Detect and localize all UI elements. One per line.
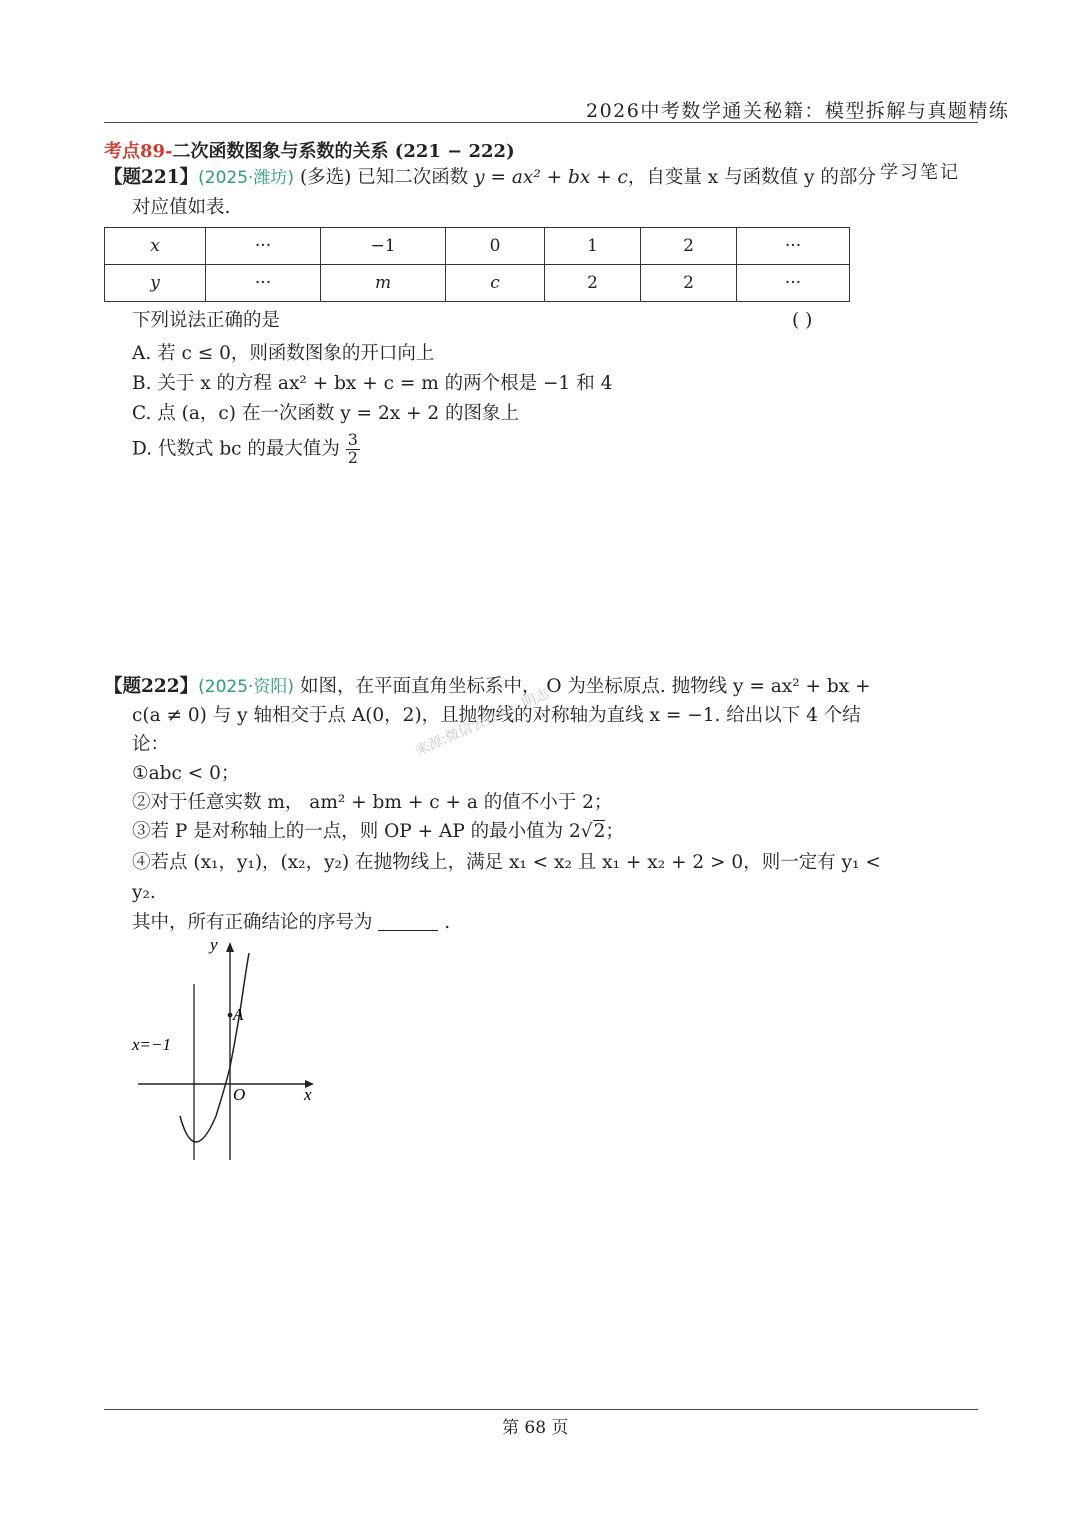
watermark: 来源:微信公众号：明志 — [413, 685, 552, 760]
page-number: 第 68 页 — [502, 1418, 569, 1438]
symmetry-axis-label: x=−1 — [132, 1035, 171, 1054]
answer-blank[interactable] — [378, 912, 438, 931]
q222-conclusion-3 — [132, 821, 624, 843]
q222-conclusion-4: ④若点 (x₁，y₁)，(x₂，y₂) 在抛物线上，满足 x₁ < x₂ 且 x₁ + x₂ + 2 > 0，则一定有 y₁ < — [132, 852, 881, 873]
table-cell: ··· — [737, 265, 850, 302]
q222-stem-line1 — [104, 676, 871, 698]
table-cell: ··· — [737, 228, 850, 265]
q221-stem-line1 — [104, 167, 876, 189]
y-axis-label: y — [210, 938, 218, 954]
side-notes-label: 学习笔记 — [880, 162, 960, 183]
point-a-marker — [228, 1013, 233, 1018]
q222-c3-end: ； — [605, 821, 624, 842]
fraction-denominator: 2 — [347, 447, 358, 467]
table-cell: ··· — [206, 228, 321, 265]
table-cell: 1 — [545, 228, 641, 265]
q221-number: 【题221】 — [104, 167, 199, 188]
q222-c3-text: ③若 P 是对称轴上的一点，则 OP + AP 的最小值为 2√ — [132, 821, 593, 842]
table-cell: c — [446, 265, 545, 302]
q222-ask-text: 其中，所有正确结论的序号为 — [132, 912, 373, 933]
table-cell: ··· — [206, 265, 321, 302]
table-cell: 0 — [446, 228, 545, 265]
table-cell: x — [105, 228, 206, 265]
q221-source: (2025·潍坊) — [198, 168, 295, 188]
q221-option-d — [132, 432, 360, 467]
table-cell: −1 — [321, 228, 446, 265]
q222-parabola-graph — [120, 938, 320, 1163]
q221-stem-b: ，自变量 x 与函数值 y 的部分 — [627, 167, 876, 188]
table-row-y — [105, 265, 850, 302]
table-cell: 2 — [641, 228, 737, 265]
section-tag: 考点89- — [104, 141, 173, 162]
table-cell: y — [105, 265, 206, 302]
q221-equation: y = ax² + bx + c — [474, 167, 628, 188]
y-axis-arrow — [226, 942, 234, 952]
fraction-numerator: 3 — [347, 430, 358, 449]
q222-stem-line2: c(a ≠ 0) 与 y 轴相交于点 A(0，2)，且抛物线的对称轴为直线 x = −1. 给出以下 4 个结 — [132, 705, 861, 726]
q221-answer-paren: ( ) — [792, 310, 813, 331]
table-row-x — [105, 228, 850, 265]
section-title: 二次函数图象与系数的关系 (221 − 222) — [172, 141, 515, 162]
parabola-curve — [180, 953, 249, 1142]
q221-stem-line2: 对应值如表. — [132, 197, 231, 218]
point-a-label: A — [233, 1005, 244, 1024]
origin-label: O — [233, 1085, 246, 1104]
q221-stem-a: (多选) 已知二次函数 — [299, 167, 475, 188]
q222-conclusion-2: ②对于任意实数 m， am² + bm + c + a 的值不小于 2； — [132, 792, 613, 813]
q222-ask-end: . — [444, 912, 451, 933]
q221-option-a: A. 若 c ≤ 0，则函数图象的开口向上 — [132, 343, 435, 364]
q222-number: 【题222】 — [104, 676, 199, 697]
q222-source: (2025·资阳) — [198, 677, 295, 697]
header-title: 2026中考数学通关秘籍：模型拆解与真题精练 — [586, 100, 1010, 122]
header-rule — [104, 122, 978, 123]
q222-line1-text: 如图，在平面直角坐标系中， O 为坐标原点. 抛物线 y = ax² + bx + — [299, 676, 871, 697]
q221-prompt: 下列说法正确的是 — [132, 310, 281, 331]
table-cell: m — [321, 265, 446, 302]
footer-rule — [104, 1409, 978, 1410]
q222-conclusion-4-end: y₂. — [132, 882, 156, 903]
q221-option-b: B. 关于 x 的方程 ax² + bx + c = m 的两个根是 −1 和 4 — [132, 373, 613, 394]
fraction — [346, 432, 360, 467]
q222-conclusion-1: ①abc < 0； — [132, 763, 240, 784]
q222-stem-line3: 论： — [132, 734, 170, 755]
sqrt-radicand: 2 — [593, 821, 606, 842]
q221-option-c: C. 点 (a，c) 在一次函数 y = 2x + 2 的图象上 — [132, 403, 520, 424]
table-cell: 2 — [545, 265, 641, 302]
q221-value-table — [104, 227, 850, 302]
section-heading — [104, 137, 515, 163]
table-cell: 2 — [641, 265, 737, 302]
q221-option-d-text: D. 代数式 bc 的最大值为 — [132, 438, 340, 460]
q222-ask — [132, 912, 450, 934]
x-axis-label: x — [304, 1085, 312, 1104]
